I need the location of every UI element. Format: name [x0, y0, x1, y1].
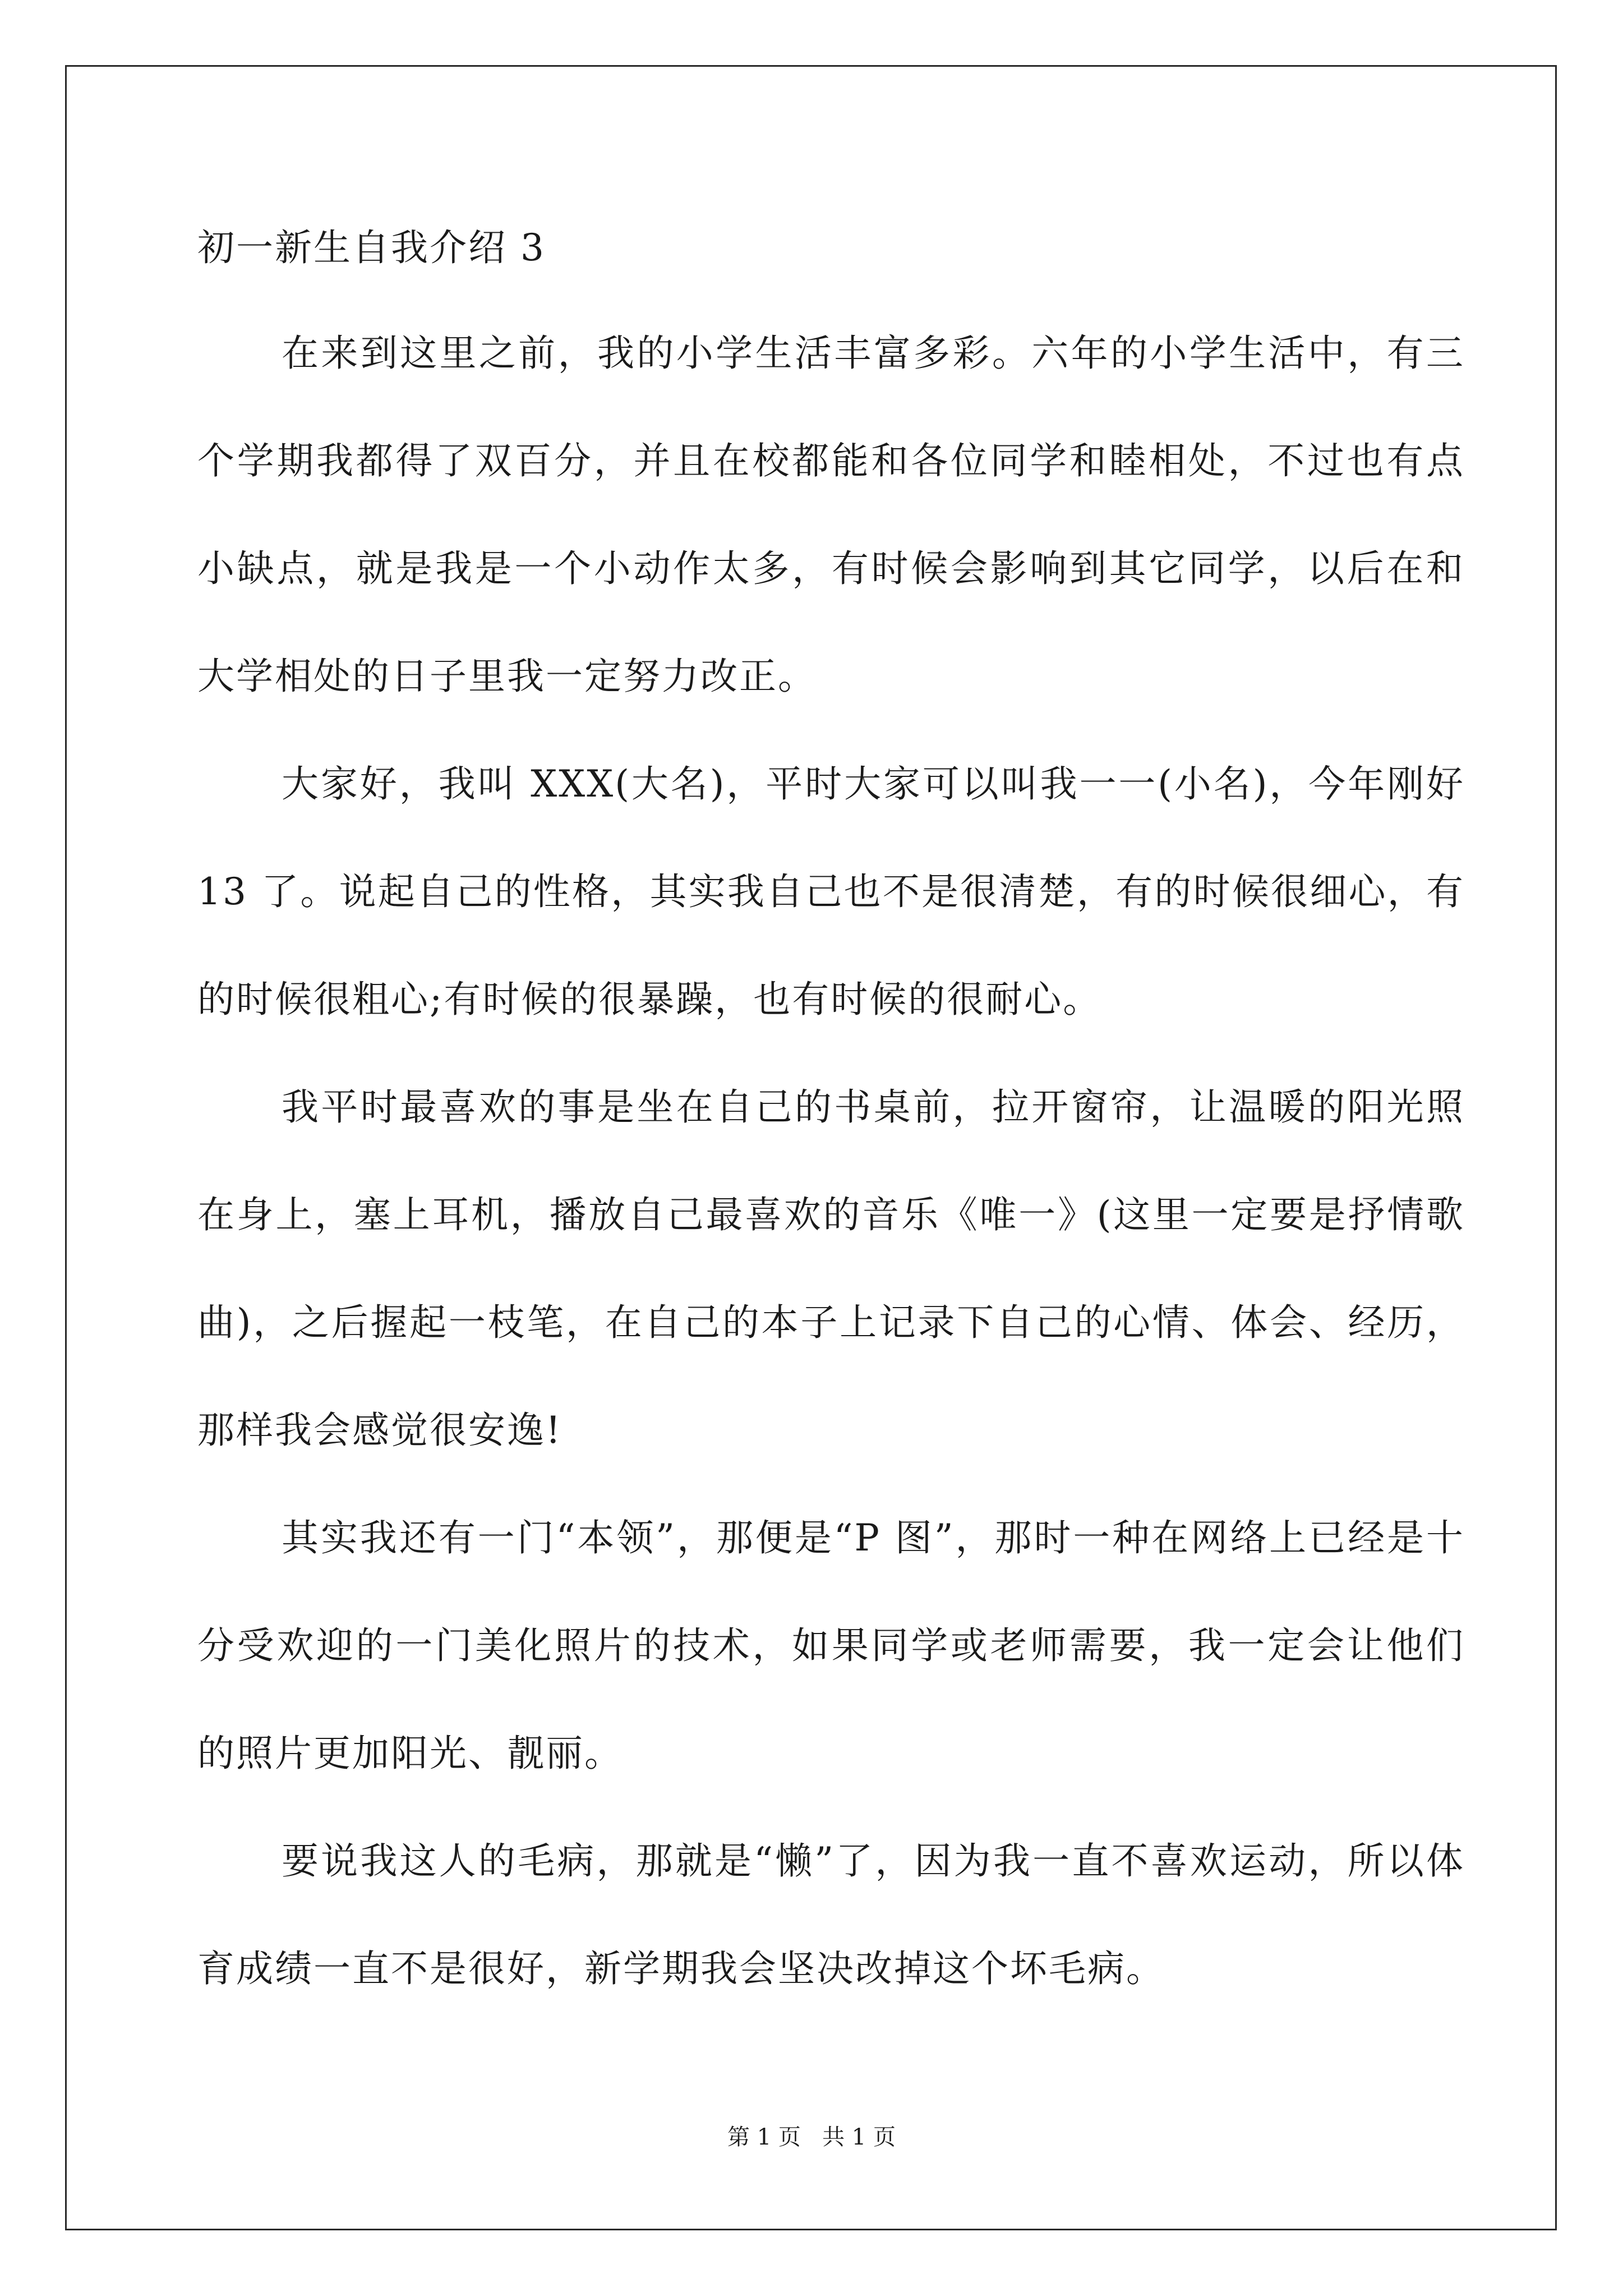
- paragraph-4: 其实我还有一门“本领”，那便是“P 图”，那时一种在网络上已经是十分受欢迎的一门美化照片的技术，如果同学或老师需要，我一定会让他们的照片更加阳光、靓丽。: [197, 1516, 1465, 1775]
- page-number-footer: 第 1 页 共 1 页: [727, 2124, 896, 2150]
- paragraph-3: 我平时最喜欢的事是坐在自己的书桌前，拉开窗帘，让温暖的阳光照在身上，塞上耳机，播放自己最喜欢的音乐《唯一》(这里一定要是抒情歌曲)，之后握起一枝笔，在自己的本子上记录下自己的心情、体会、经历，那样我会感觉很安逸!: [197, 1085, 1465, 1452]
- document-body-4: [197, 1484, 1465, 1807]
- paragraph-5: 要说我这人的毛病，那就是“懒”了，因为我一直不喜欢运动，所以体育成绩一直不是很好，新学期我会坚决改掉这个坏毛病。: [197, 1839, 1465, 1990]
- document-body-3: [197, 1053, 1465, 1484]
- document-body-2: [197, 730, 1465, 1053]
- paragraph-2: 大家好，我叫 XXX(大名)，平时大家可以叫我一一(小名)，今年刚好 13 了。说起自己的性格，其实我自己也不是很清楚，有的时候很细心，有的时候很粗心;有时候的很暴躁，也有时候的很耐心。: [197, 762, 1465, 1021]
- paragraph-1: 在来到这里之前，我的小学生活丰富多彩。六年的小学生活中，有三个学期我都得了双百分，并且在校都能和各位同学和睦相处，不过也有点小缺点，就是我是一个小动作太多，有时候会影响到其它同学，以后在和大学相处的日子里我一定努力改正。: [197, 332, 1465, 698]
- document-title: 初一新生自我介绍 3: [197, 226, 546, 269]
- document-body-5: [197, 1807, 1465, 2023]
- document-body: [197, 300, 1465, 730]
